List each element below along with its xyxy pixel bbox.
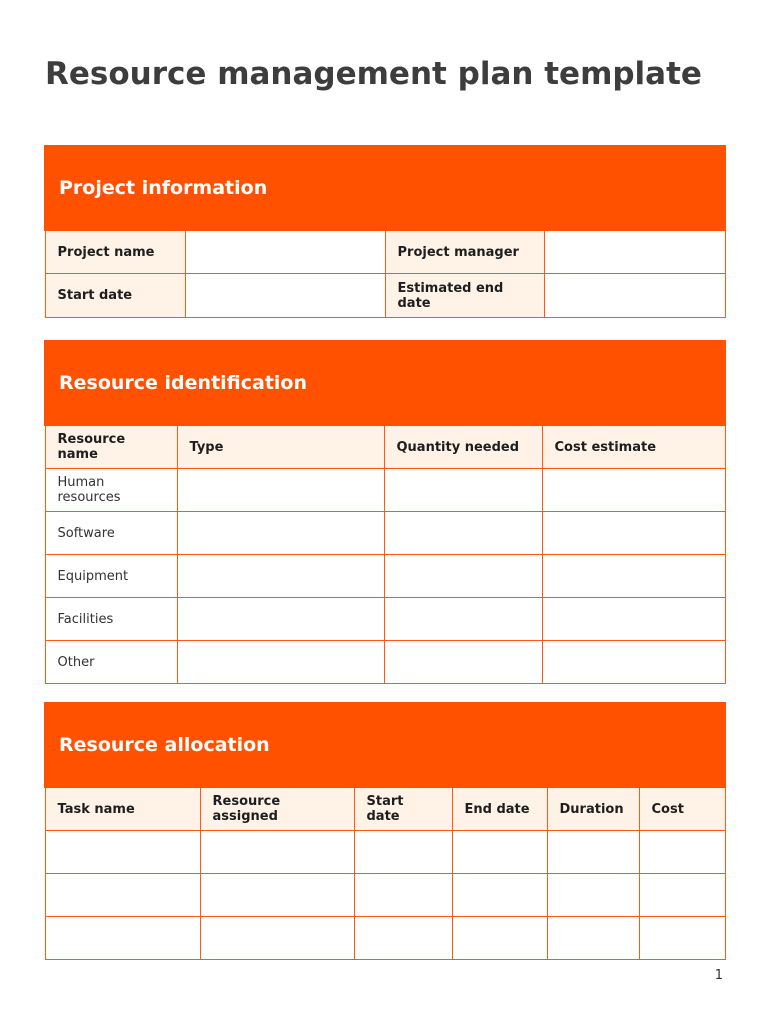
resource-name-cell: Other	[45, 641, 177, 684]
project-name-field[interactable]	[185, 230, 385, 274]
cost-estimate-cell[interactable]	[542, 512, 725, 555]
task-name-cell[interactable]	[45, 874, 200, 917]
column-header-quantity-needed: Quantity needed	[384, 425, 542, 469]
resource-assigned-cell[interactable]	[200, 874, 354, 917]
table-row	[45, 598, 725, 641]
duration-cell[interactable]	[547, 831, 639, 874]
cost-estimate-cell[interactable]	[542, 469, 725, 512]
quantity-needed-cell[interactable]	[384, 469, 542, 512]
cost-estimate-cell[interactable]	[542, 641, 725, 684]
column-header-duration: Duration	[547, 787, 639, 831]
project-information-table	[44, 145, 726, 318]
resource-name-cell: Software	[45, 512, 177, 555]
resource-assigned-cell[interactable]	[200, 831, 354, 874]
column-header-resource-name: Resource name	[45, 425, 177, 469]
duration-cell[interactable]	[547, 917, 639, 960]
start-date-field[interactable]	[185, 274, 385, 318]
resource-assigned-cell[interactable]	[200, 917, 354, 960]
cost-cell[interactable]	[639, 831, 725, 874]
column-header-type: Type	[177, 425, 384, 469]
task-name-cell[interactable]	[45, 831, 200, 874]
end-date-cell[interactable]	[452, 831, 547, 874]
quantity-needed-cell[interactable]	[384, 512, 542, 555]
quantity-needed-cell[interactable]	[384, 641, 542, 684]
resource-name-cell: Equipment	[45, 555, 177, 598]
quantity-needed-cell[interactable]	[384, 598, 542, 641]
resource-allocation-heading: Resource allocation	[45, 703, 725, 787]
table-row	[45, 555, 725, 598]
project-name-label: Project name	[45, 230, 185, 274]
type-cell[interactable]	[177, 512, 384, 555]
estimated-end-date-label: Estimated end date	[385, 274, 544, 318]
column-header-cost: Cost	[639, 787, 725, 831]
resource-name-cell: Human resources	[45, 469, 177, 512]
quantity-needed-cell[interactable]	[384, 555, 542, 598]
start-date-label: Start date	[45, 274, 185, 318]
resource-identification-heading: Resource identification	[45, 341, 725, 425]
duration-cell[interactable]	[547, 874, 639, 917]
task-name-cell[interactable]	[45, 917, 200, 960]
type-cell[interactable]	[177, 555, 384, 598]
end-date-cell[interactable]	[452, 917, 547, 960]
cost-cell[interactable]	[639, 874, 725, 917]
page-number: 1	[714, 968, 723, 983]
cost-estimate-cell[interactable]	[542, 598, 725, 641]
column-header-end-date: End date	[452, 787, 547, 831]
table-row	[45, 831, 725, 874]
start-date-cell[interactable]	[354, 917, 452, 960]
table-row	[45, 917, 725, 960]
column-header-start-date: Start date	[354, 787, 452, 831]
page-title: Resource management plan template	[45, 56, 702, 92]
type-cell[interactable]	[177, 641, 384, 684]
table-row	[45, 641, 725, 684]
column-header-task-name: Task name	[45, 787, 200, 831]
column-header-resource-assigned: Resource assigned	[200, 787, 354, 831]
project-manager-field[interactable]	[544, 230, 725, 274]
resource-allocation-table	[44, 702, 726, 960]
project-information-heading: Project information	[45, 146, 725, 230]
column-header-cost-estimate: Cost estimate	[542, 425, 725, 469]
resource-name-cell: Facilities	[45, 598, 177, 641]
type-cell[interactable]	[177, 598, 384, 641]
start-date-cell[interactable]	[354, 831, 452, 874]
cost-estimate-cell[interactable]	[542, 555, 725, 598]
project-manager-label: Project manager	[385, 230, 544, 274]
start-date-cell[interactable]	[354, 874, 452, 917]
cost-cell[interactable]	[639, 917, 725, 960]
table-row	[45, 512, 725, 555]
table-row	[45, 469, 725, 512]
table-row	[45, 874, 725, 917]
resource-identification-table	[44, 340, 726, 684]
end-date-cell[interactable]	[452, 874, 547, 917]
estimated-end-date-field[interactable]	[544, 274, 725, 318]
type-cell[interactable]	[177, 469, 384, 512]
